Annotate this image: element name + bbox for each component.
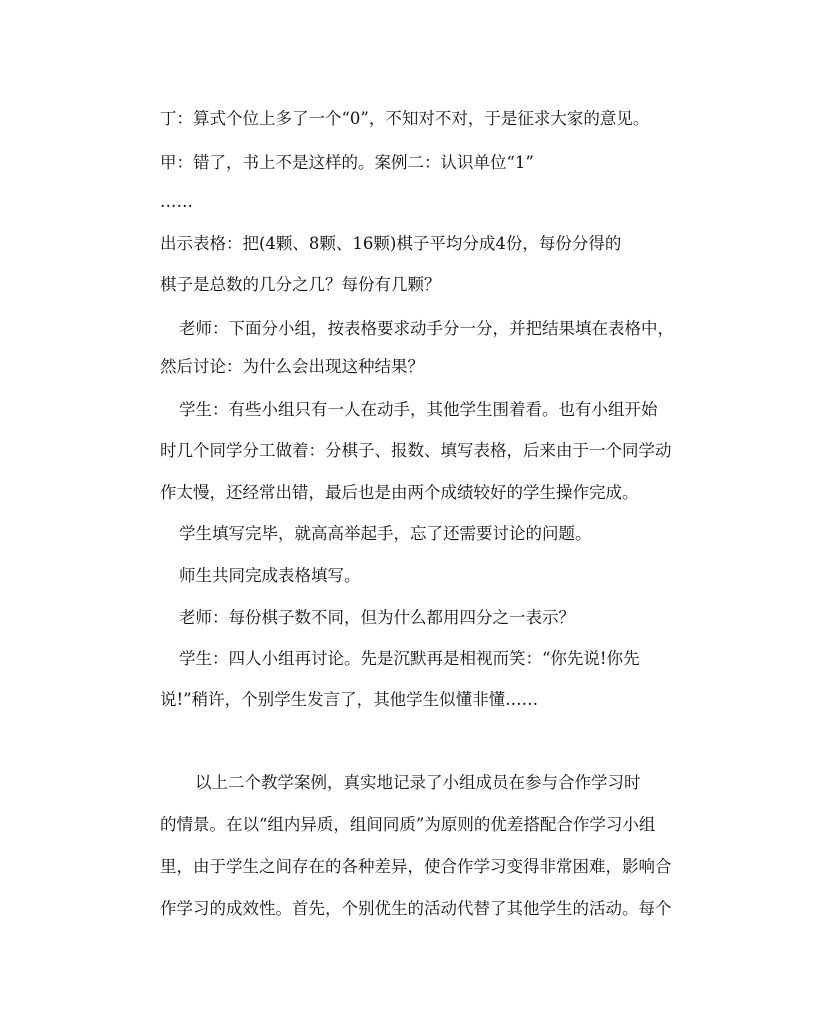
text-line: 师生共同完成表格填写。 [179,566,361,585]
text-line: 学生：有些小组只有一人在动手，其他学生围着看。也有小组开始 [179,400,658,419]
text-line: 然后讨论：为什么会出现这种结果？ [160,357,424,376]
text-line: 作太慢，还经常出错，最后也是由两个成绩较好的学生操作完成。 [160,483,639,502]
text-line: 时几个同学分工做着：分棋子、报数、填写表格，后来由于一个同学动 [160,441,672,460]
text-line: 棋子是总数的几分之几？每份有几颗？ [160,275,441,294]
paragraph-line: 作学习的成效性。首先，个别优生的活动代替了其他学生的活动。每个 [160,899,672,918]
text-line: 甲：错了，书上不是这样的。案例二：认识单位“1” [160,153,534,172]
text-line: 丁：算式个位上多了一个“0”，不知对不对，于是征求大家的意见。 [160,109,650,128]
text-line: 说!”稍许，个别学生发言了，其他学生似懂非懂…… [160,690,539,709]
ellipsis-line: …… [160,192,193,211]
text-line: 老师：下面分小组，按表格要求动手分一分，并把结果填在表格中， [179,319,674,338]
text-line: 出示表格：把(4颗、8颗、16颗)棋子平均分成4份，每份分得的 [160,234,622,253]
paragraph-line: 以上二个教学案例，真实地记录了小组成员在参与合作学习时 [195,773,641,792]
text-line: 学生：四人小组再讨论。先是沉默再是相视而笑：“你先说!你先 [179,649,640,668]
text-line: 老师：每份棋子数不同，但为什么都用四分之一表示？ [179,608,575,627]
paragraph-line: 的情景。在以“组内异质，组间同质”为原则的优差搭配合作学习小组 [160,815,656,834]
paragraph-line: 里，由于学生之间存在的各种差异，使合作学习变得非常困难，影响合 [160,857,672,876]
text-line: 学生填写完毕，就高高举起手，忘了还需要讨论的问题。 [179,524,592,543]
